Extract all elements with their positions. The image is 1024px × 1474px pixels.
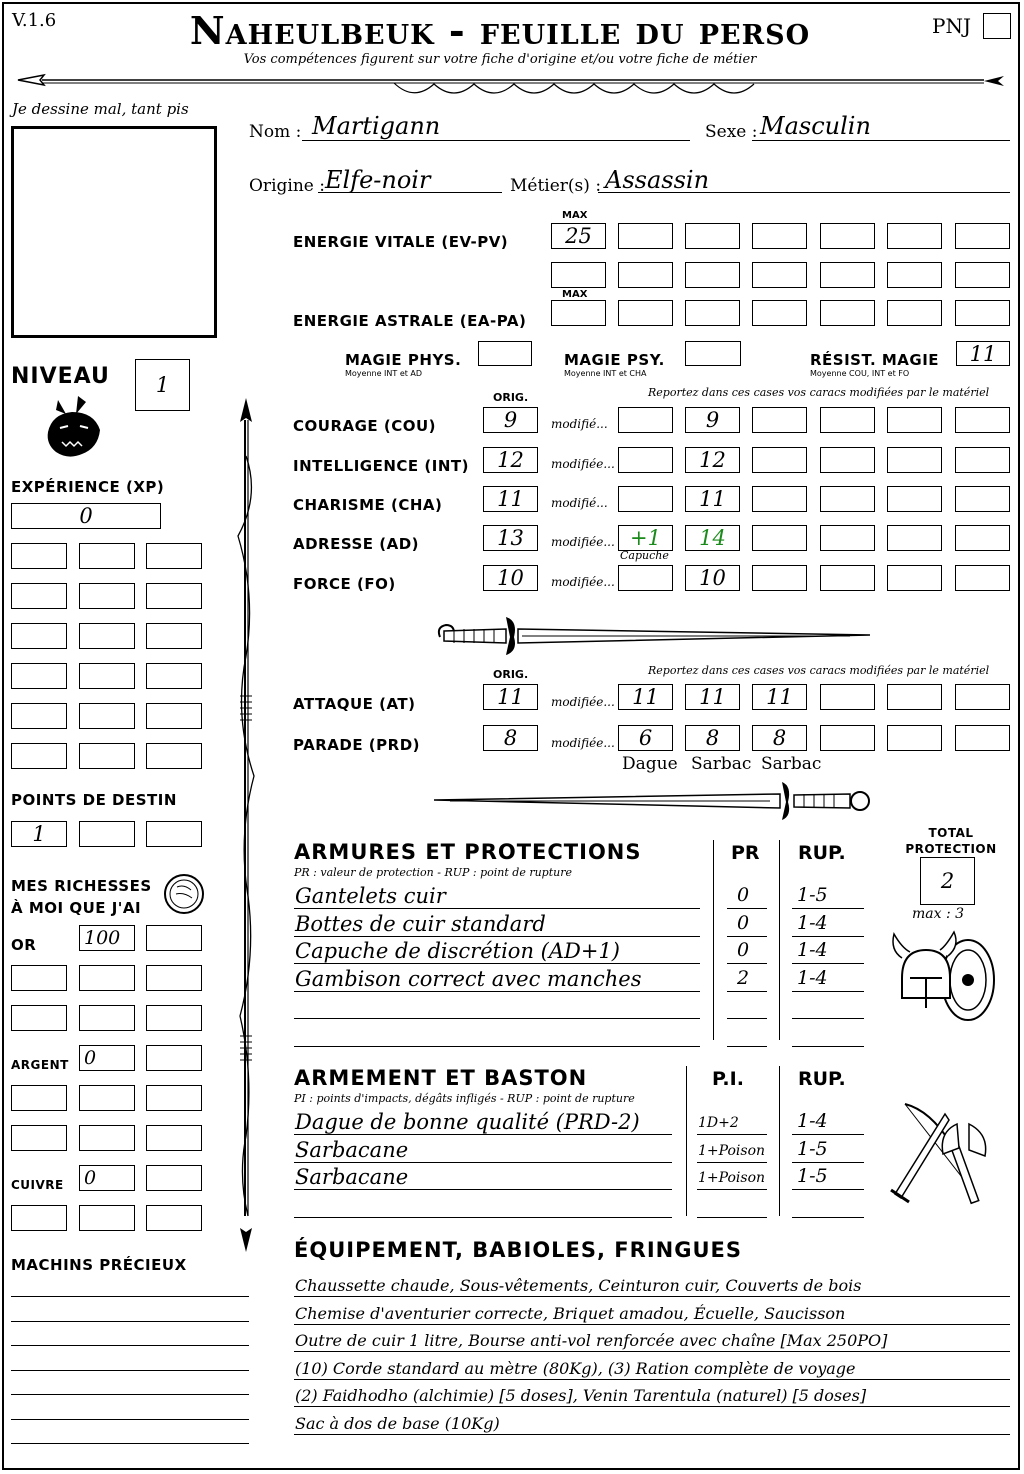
caracs-orig-label: ORIG.: [493, 391, 529, 404]
money-box-23[interactable]: [79, 1205, 135, 1231]
carac-orig-box[interactable]: 10: [483, 565, 538, 591]
armure-rup-line[interactable]: [792, 1046, 864, 1047]
ev-box-1[interactable]: 25: [551, 223, 606, 249]
armure-name[interactable]: Gambison correct avec manches: [295, 966, 642, 991]
carac-extra-box[interactable]: [820, 447, 875, 473]
armure-line[interactable]: [294, 1018, 700, 1019]
prd-modif-label: modifiée...: [551, 736, 615, 750]
arme-pi[interactable]: 1+Poison: [698, 1170, 766, 1186]
armure-rup[interactable]: 1-5: [797, 884, 828, 906]
equipement-title: ÉQUIPEMENT, BABIOLES, FRINGUES: [294, 1238, 742, 1262]
sexe-label: Sexe :: [705, 122, 758, 142]
carac-final-box[interactable]: 14: [685, 525, 740, 551]
money-box-6[interactable]: [146, 965, 202, 991]
armement-pi-line[interactable]: [697, 1162, 767, 1163]
sword-icon: [430, 611, 875, 661]
ev2-box-1[interactable]: [551, 262, 606, 288]
destin-label: POINTS DE DESTIN: [11, 791, 177, 809]
equip-line[interactable]: [294, 1379, 1010, 1380]
equip-text[interactable]: Chaussette chaude, Sous-vêtements, Ceinturon cuir, Couverts de bois: [295, 1276, 862, 1295]
destin-box-3[interactable]: [146, 821, 202, 847]
equip-text[interactable]: (10) Corde standard au mètre (80Kg), (3) Ration complète de voyage: [295, 1358, 856, 1378]
equip-text[interactable]: Outre de cuir 1 litre, Bourse anti-vol renforcée avec chaîne [Max 250PO]: [295, 1331, 888, 1350]
ev2-box-2[interactable]: [618, 262, 673, 288]
at-box-6[interactable]: [955, 684, 1010, 710]
ev-box-6[interactable]: [887, 223, 942, 249]
prd-box-5[interactable]: [887, 725, 942, 751]
arme-name[interactable]: Sarbacane: [295, 1165, 409, 1189]
carac-extra-box[interactable]: [820, 525, 875, 551]
money-box-16[interactable]: [11, 1125, 67, 1151]
carac-mod-note: Capuche: [620, 549, 669, 562]
carac-extra-box[interactable]: [752, 447, 807, 473]
carac-mod-box[interactable]: [618, 565, 673, 591]
ev-box-7[interactable]: [955, 223, 1010, 249]
carac-extra-box[interactable]: [887, 486, 942, 512]
ev-box-3[interactable]: [685, 223, 740, 249]
armement-divider-2: [779, 1066, 780, 1216]
ea-box-6[interactable]: [887, 300, 942, 326]
ea-label: ENERGIE ASTRALE (EA-PA): [293, 312, 527, 330]
carac-label: FORCE (FO): [293, 575, 396, 593]
ev2-box-4[interactable]: [752, 262, 807, 288]
armure-pr-line[interactable]: [727, 991, 767, 992]
magie-phys-box[interactable]: [478, 341, 532, 366]
carac-orig-box[interactable]: 9: [483, 407, 538, 433]
money-box-17[interactable]: [79, 1125, 135, 1151]
armure-line[interactable]: [294, 936, 700, 937]
combat-orig-label: ORIG.: [493, 668, 529, 681]
carac-extra-box[interactable]: [820, 407, 875, 433]
equip-line[interactable]: [294, 1351, 1010, 1352]
money-box-7[interactable]: [11, 1005, 67, 1031]
carac-modif-label: modifiée...: [551, 457, 615, 471]
carac-extra-box[interactable]: [887, 407, 942, 433]
vertical-spear-icon: [226, 396, 266, 1254]
armement-pi-line[interactable]: [697, 1217, 767, 1218]
total-protection-label-1: TOTAL: [928, 826, 974, 840]
prd-box-3[interactable]: 8: [752, 725, 807, 751]
armement-line[interactable]: [294, 1217, 672, 1218]
niveau-box[interactable]: 1: [135, 359, 190, 411]
carac-extra-box[interactable]: [820, 565, 875, 591]
resist-magie-sub: Moyenne COU, INT et FO: [810, 369, 910, 378]
xp-box-9[interactable]: [146, 623, 202, 649]
machins-line[interactable]: [11, 1443, 249, 1444]
richesses-label-1: MES RICHESSES: [11, 877, 152, 895]
total-protection-box[interactable]: 2: [920, 857, 975, 905]
page-title: Naheulbeuk - feuille du perso: [189, 8, 811, 53]
nom-value[interactable]: Martigann: [312, 112, 441, 140]
ea-box-7[interactable]: [955, 300, 1010, 326]
ev-max-label: MAX: [562, 210, 588, 221]
carac-final-box[interactable]: 9: [685, 407, 740, 433]
argent-label: ARGENT: [11, 1058, 69, 1072]
armement-line[interactable]: [294, 1134, 672, 1135]
at-orig-box[interactable]: 11: [483, 684, 538, 710]
machins-line[interactable]: [11, 1345, 249, 1346]
caracs-report-note: Reportez dans ces cases vos caracs modifiées par le matériel: [648, 386, 990, 399]
pnj-checkbox[interactable]: [983, 13, 1011, 39]
armure-line[interactable]: [294, 991, 700, 992]
resist-magie-label: RÉSIST. MAGIE: [810, 351, 940, 369]
armure-rup[interactable]: 1-4: [797, 911, 828, 934]
ev-box-5[interactable]: [820, 223, 875, 249]
carac-modif-label: modifiée...: [551, 575, 615, 589]
armure-rup[interactable]: 1-4: [797, 966, 828, 989]
armures-title: ARMURES ET PROTECTIONS: [294, 840, 642, 864]
weapon-name-label: Dague: [622, 754, 678, 774]
or-label: OR: [11, 936, 37, 954]
armure-rup-line[interactable]: [792, 1018, 864, 1019]
armure-pr-line[interactable]: [727, 963, 767, 964]
ea-box-1[interactable]: [551, 300, 606, 326]
armure-rup-line[interactable]: [792, 963, 864, 964]
machins-line[interactable]: [11, 1419, 249, 1420]
money-box-8[interactable]: [79, 1005, 135, 1031]
sexe-value[interactable]: Masculin: [760, 112, 871, 140]
armement-pi-line[interactable]: [697, 1189, 767, 1190]
magie-psy-box[interactable]: [685, 341, 741, 366]
armement-rup-line[interactable]: [792, 1189, 864, 1190]
money-box-18[interactable]: [146, 1125, 202, 1151]
metier-value[interactable]: Assassin: [605, 166, 710, 194]
at-box-4[interactable]: [820, 684, 875, 710]
xp-label: EXPÉRIENCE (XP): [11, 478, 165, 496]
equip-line[interactable]: [294, 1434, 1010, 1435]
ev2-box-3[interactable]: [685, 262, 740, 288]
carac-extra-box[interactable]: [955, 407, 1010, 433]
carac-extra-box[interactable]: [955, 486, 1010, 512]
armement-rup-line[interactable]: [792, 1217, 864, 1218]
arme-name[interactable]: Dague de bonne qualité (PRD-2): [295, 1110, 640, 1134]
carac-extra-box[interactable]: [752, 407, 807, 433]
armure-line[interactable]: [294, 908, 700, 909]
money-box-3[interactable]: [146, 925, 202, 951]
money-box-12[interactable]: [146, 1045, 202, 1071]
money-box-14[interactable]: [79, 1085, 135, 1111]
armement-pi-line[interactable]: [697, 1134, 767, 1135]
destin-box-2[interactable]: [79, 821, 135, 847]
armure-name[interactable]: Gantelets cuir: [295, 884, 446, 908]
money-box-9[interactable]: [146, 1005, 202, 1031]
armement-rup-line[interactable]: [792, 1162, 864, 1163]
carac-orig-box[interactable]: 13: [483, 525, 538, 551]
magie-psy-label: MAGIE PSY.: [564, 351, 665, 369]
equip-text[interactable]: (2) Faidhodho (alchimie) [5 doses], Venin Tarentula (naturel) [5 doses]: [295, 1386, 867, 1405]
prd-box-2[interactable]: 8: [685, 725, 740, 751]
machins-line[interactable]: [11, 1321, 249, 1322]
carac-extra-box[interactable]: [752, 525, 807, 551]
ev2-box-6[interactable]: [887, 262, 942, 288]
coin-icon: [162, 872, 206, 916]
carac-extra-box[interactable]: [752, 565, 807, 591]
combat-report-note: Reportez dans ces cases vos caracs modifiées par le matériel: [648, 664, 990, 677]
arme-rup[interactable]: 1-5: [797, 1165, 828, 1187]
version-label: V.1.6: [12, 10, 57, 31]
armures-divider-1: [713, 840, 714, 1040]
xp-box-12[interactable]: [146, 663, 202, 689]
prd-box-4[interactable]: [820, 725, 875, 751]
at-box-2[interactable]: 11: [685, 684, 740, 710]
xp-box-10[interactable]: [11, 663, 67, 689]
xp-box-18[interactable]: [146, 743, 202, 769]
at-box-3[interactable]: 11: [752, 684, 807, 710]
magie-psy-sub: Moyenne INT et CHA: [564, 369, 647, 378]
carac-label: ADRESSE (AD): [293, 535, 420, 553]
total-protection-label-2: PROTECTION: [905, 842, 997, 856]
page-subtitle: Vos compétences figurent sur votre fiche d'origine et/ou votre fiche de métier: [243, 52, 757, 67]
origine-label: Origine :: [249, 176, 325, 196]
armure-pr-line[interactable]: [727, 908, 767, 909]
armement-title: ARMEMENT ET BASTON: [294, 1066, 588, 1090]
at-box-1[interactable]: 11: [618, 684, 673, 710]
magie-phys-label: MAGIE PHYS.: [345, 351, 462, 369]
armement-col-pi: P.I.: [712, 1068, 744, 1090]
machins-line[interactable]: [11, 1394, 249, 1395]
armement-divider-1: [686, 1066, 687, 1216]
metier-label: Métier(s) :: [510, 176, 602, 196]
carac-label: INTELLIGENCE (INT): [293, 457, 469, 475]
prd-label: PARADE (PRD): [293, 736, 421, 754]
ea-box-3[interactable]: [685, 300, 740, 326]
sexe-line: [752, 140, 1010, 141]
weapon-name-label: Sarbac: [761, 754, 822, 774]
prd-box-6[interactable]: [955, 725, 1010, 751]
money-box-22[interactable]: [11, 1205, 67, 1231]
armure-name[interactable]: Bottes de cuir standard: [295, 911, 546, 936]
at-label: ATTAQUE (AT): [293, 695, 416, 713]
armement-col-rup: RUP.: [798, 1068, 846, 1090]
carac-mod-box[interactable]: [618, 407, 673, 433]
carac-orig-box[interactable]: 11: [483, 486, 538, 512]
money-box-5[interactable]: [79, 965, 135, 991]
helmet-shield-icon: [888, 928, 1000, 1024]
armures-subtitle: PR : valeur de protection - RUP : point de rupture: [294, 866, 572, 879]
arme-pi[interactable]: 1D+2: [698, 1115, 739, 1131]
prd-box-1[interactable]: 6: [618, 725, 673, 751]
carac-extra-box[interactable]: [752, 486, 807, 512]
carac-extra-box[interactable]: [955, 447, 1010, 473]
ev2-box-7[interactable]: [955, 262, 1010, 288]
arme-rup[interactable]: 1-5: [797, 1137, 828, 1160]
carac-extra-box[interactable]: [955, 525, 1010, 551]
xp-box-4[interactable]: [11, 583, 67, 609]
prd-orig-box[interactable]: 8: [483, 725, 538, 751]
armure-line[interactable]: [294, 1046, 700, 1047]
armure-pr[interactable]: 0: [737, 939, 750, 961]
ea-box-5[interactable]: [820, 300, 875, 326]
or-box[interactable]: 100: [79, 925, 135, 951]
money-box-21[interactable]: [146, 1165, 202, 1191]
xp-box-15[interactable]: [146, 703, 202, 729]
ea-max-label: MAX: [562, 289, 588, 300]
carac-extra-box[interactable]: [955, 565, 1010, 591]
money-box-4[interactable]: [11, 965, 67, 991]
armure-pr-line[interactable]: [727, 936, 767, 937]
armure-name[interactable]: Capuche de discrétion (AD+1): [295, 939, 620, 963]
equip-line[interactable]: [294, 1406, 1010, 1407]
armures-col-rup: RUP.: [798, 842, 846, 864]
carac-final-box[interactable]: 11: [685, 486, 740, 512]
at-box-5[interactable]: [887, 684, 942, 710]
cuivre-box[interactable]: 0: [79, 1165, 135, 1191]
armure-pr[interactable]: 2: [737, 966, 750, 989]
equip-text[interactable]: Chemise d'aventurier correcte, Briquet amadou, Écuelle, Saucisson: [295, 1303, 846, 1323]
dragon-icon: [38, 392, 106, 462]
machins-line[interactable]: [11, 1370, 249, 1371]
portrait-box[interactable]: [11, 126, 217, 338]
metier-line: [598, 192, 1010, 193]
portrait-caption: Je dessine mal, tant pis: [12, 100, 189, 118]
armures-divider-2: [779, 840, 780, 1040]
xp-box-13[interactable]: [11, 703, 67, 729]
cuivre-label: CUIVRE: [11, 1178, 64, 1192]
destin-box-1[interactable]: 1: [11, 821, 67, 847]
carac-orig-box[interactable]: 12: [483, 447, 538, 473]
ev2-box-5[interactable]: [820, 262, 875, 288]
xp-box-7[interactable]: [11, 623, 67, 649]
origine-line: [318, 192, 502, 193]
arme-name[interactable]: Sarbacane: [295, 1137, 409, 1162]
magie-phys-sub: Moyenne INT et AD: [345, 369, 423, 378]
equip-line[interactable]: [294, 1324, 1010, 1325]
at-modif-label: modifiée...: [551, 695, 615, 709]
weapons-icon: [885, 1094, 1005, 1214]
weapon-name-label: Sarbac: [691, 754, 752, 774]
equip-text[interactable]: Sac à dos de base (10Kg): [295, 1413, 500, 1433]
arme-rup[interactable]: 1-4: [797, 1110, 828, 1132]
carac-extra-box[interactable]: [820, 486, 875, 512]
xp-box-17[interactable]: [79, 743, 135, 769]
machins-line[interactable]: [11, 1296, 249, 1297]
carac-modif-label: modifié...: [551, 496, 608, 510]
money-box-13[interactable]: [11, 1085, 67, 1111]
xp-box-8[interactable]: [79, 623, 135, 649]
sword-icon-2: [430, 776, 875, 826]
carac-modif-label: modifié...: [551, 417, 608, 431]
armure-rup[interactable]: 1-4: [797, 939, 828, 961]
origine-value[interactable]: Elfe-noir: [325, 166, 431, 194]
armures-col-pr: PR: [731, 842, 760, 864]
total-protection-max: max : 3: [912, 906, 965, 922]
xp-box-1[interactable]: [11, 543, 67, 569]
carac-extra-box[interactable]: [887, 447, 942, 473]
armure-pr[interactable]: 0: [737, 884, 750, 906]
armure-line[interactable]: [294, 963, 700, 964]
resist-magie-box[interactable]: 11: [956, 341, 1010, 366]
nom-line: [302, 140, 690, 141]
armement-rup-line[interactable]: [792, 1134, 864, 1135]
money-box-24[interactable]: [146, 1205, 202, 1231]
arme-pi[interactable]: 1+Poison: [698, 1142, 766, 1159]
ev-box-2[interactable]: [618, 223, 673, 249]
carac-label: CHARISME (CHA): [293, 496, 443, 514]
pnj-label: PNJ: [932, 14, 971, 38]
carac-mod-box[interactable]: [618, 486, 673, 512]
ea-box-2[interactable]: [618, 300, 673, 326]
carac-extra-box[interactable]: [887, 525, 942, 551]
armure-pr-line[interactable]: [727, 1018, 767, 1019]
ea-box-4[interactable]: [752, 300, 807, 326]
carac-mod-box[interactable]: [618, 447, 673, 473]
carac-extra-box[interactable]: [887, 565, 942, 591]
armure-rup-line[interactable]: [792, 936, 864, 937]
xp-box-16[interactable]: [11, 743, 67, 769]
argent-box[interactable]: 0: [79, 1045, 135, 1071]
armement-line[interactable]: [294, 1189, 672, 1190]
xp-box-11[interactable]: [79, 663, 135, 689]
carac-final-box[interactable]: 12: [685, 447, 740, 473]
xp-box-5[interactable]: [79, 583, 135, 609]
carac-modif-label: modifiée...: [551, 535, 615, 549]
armure-rup-line[interactable]: [792, 991, 864, 992]
carac-label: COURAGE (COU): [293, 417, 437, 435]
armure-pr-line[interactable]: [727, 1046, 767, 1047]
xp-box[interactable]: 0: [11, 503, 161, 529]
richesses-label-2: À MOI QUE J'AI: [11, 899, 142, 917]
ev-box-4[interactable]: [752, 223, 807, 249]
armure-pr[interactable]: 0: [737, 911, 750, 934]
money-box-15[interactable]: [146, 1085, 202, 1111]
xp-box-3[interactable]: [146, 543, 202, 569]
nom-label: Nom :: [249, 122, 302, 142]
niveau-label: NIVEAU: [11, 364, 110, 389]
xp-box-2[interactable]: [79, 543, 135, 569]
xp-box-14[interactable]: [79, 703, 135, 729]
armement-line[interactable]: [294, 1162, 672, 1163]
carac-final-box[interactable]: 10: [685, 565, 740, 591]
ev-label: ENERGIE VITALE (EV-PV): [293, 233, 509, 251]
armure-rup-line[interactable]: [792, 908, 864, 909]
carac-mod-box[interactable]: +1: [618, 525, 673, 551]
machins-label: MACHINS PRÉCIEUX: [11, 1256, 187, 1274]
armement-subtitle: PI : points d'impacts, dégâts infligés - RUP : point de rupture: [294, 1092, 635, 1105]
xp-box-6[interactable]: [146, 583, 202, 609]
equip-line[interactable]: [294, 1296, 1010, 1297]
